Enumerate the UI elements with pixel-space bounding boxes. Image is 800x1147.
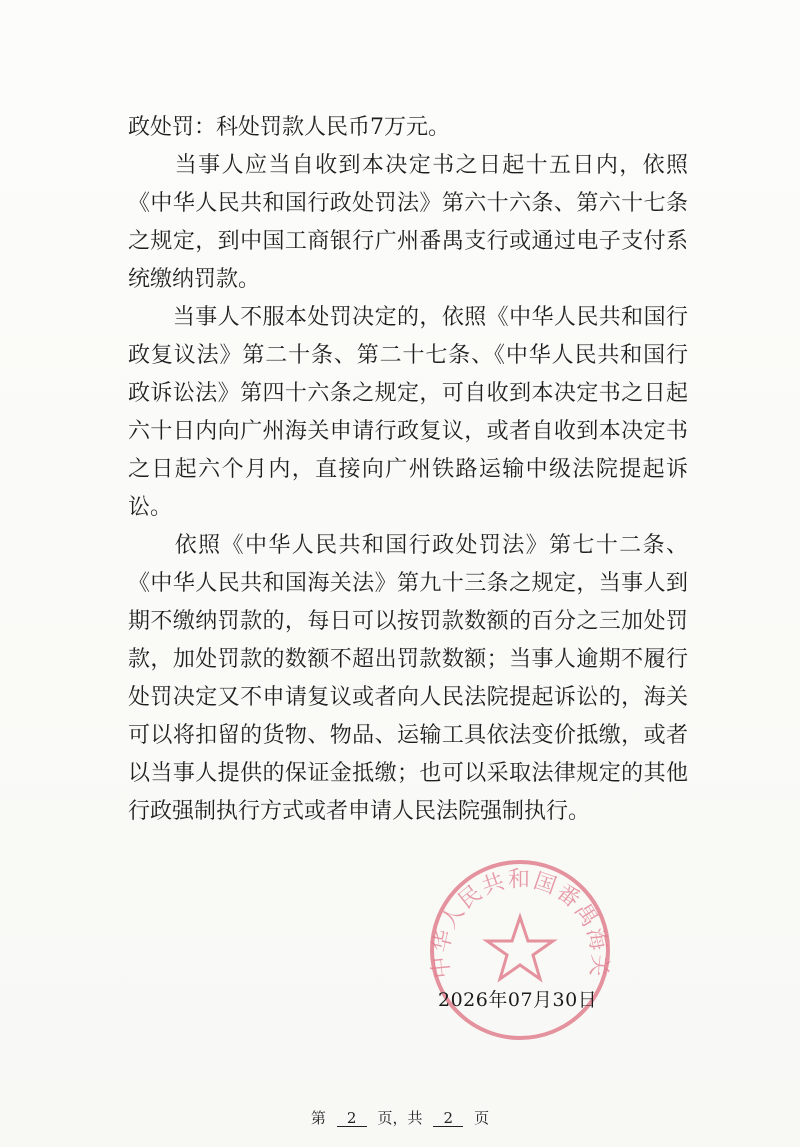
paragraph-enforcement: 依照《中华人民共和国行政处罚法》第七十二条、《中华人民共和国海关法》第九十三条之规定，当事人到期不缴纳罚款的，每日可以按罚款数额的百分之三加处罚款，加处罚款的数额不超出罚款数额；当事人逾期不履行处罚决定又不申请复议或者向人民法院提起诉讼的，海关可以将扣留的货物、物品、运输工具依法变价抵缴，或者以当事人提供的保证金抵缴；也可以采取法律规定的其他行政强制执行方式或者申请人民法院强制执行。 <box>128 533 688 824</box>
paragraph-appeal: 当事人不服本处罚决定的，依照《中华人民共和国行政复议法》第二十条、第二十七条、《中华人民共和国行政诉讼法》第四十六条之规定，可自收到本决定书之日起六十日内向广州海关申请行政复议，或者自收到本决定书之日起六个月内，直接向广州铁路运输中级法院提起诉讼。 <box>128 305 688 520</box>
current-page-number: 2 <box>337 1110 367 1127</box>
seal-star-icon <box>487 917 553 979</box>
paragraph-penalty: 政处罚：科处罚款人民币7万元。 <box>128 115 450 140</box>
page-footer <box>0 1107 800 1128</box>
total-page-number: 2 <box>433 1110 463 1127</box>
footer-prefix: 第 <box>310 1109 326 1127</box>
official-seal-stamp <box>425 855 615 1045</box>
footer-middle: 页，共 <box>377 1109 423 1127</box>
footer-suffix: 页 <box>474 1109 490 1127</box>
paragraph-payment: 当事人应当自收到本决定书之日起十五日内，依照《中华人民共和国行政处罚法》第六十六条、第六十七条之规定，到中国工商银行广州番禺支行或通过电子支付系统缴纳罚款。 <box>128 153 688 292</box>
seal-text: 中华人民共和国番禺海关 <box>428 867 612 980</box>
document-date: 2026年07月30日 <box>438 989 598 1011</box>
svg-text:中华人民共和国番禺海关 <box>428 868 611 980</box>
body-text <box>128 109 688 831</box>
